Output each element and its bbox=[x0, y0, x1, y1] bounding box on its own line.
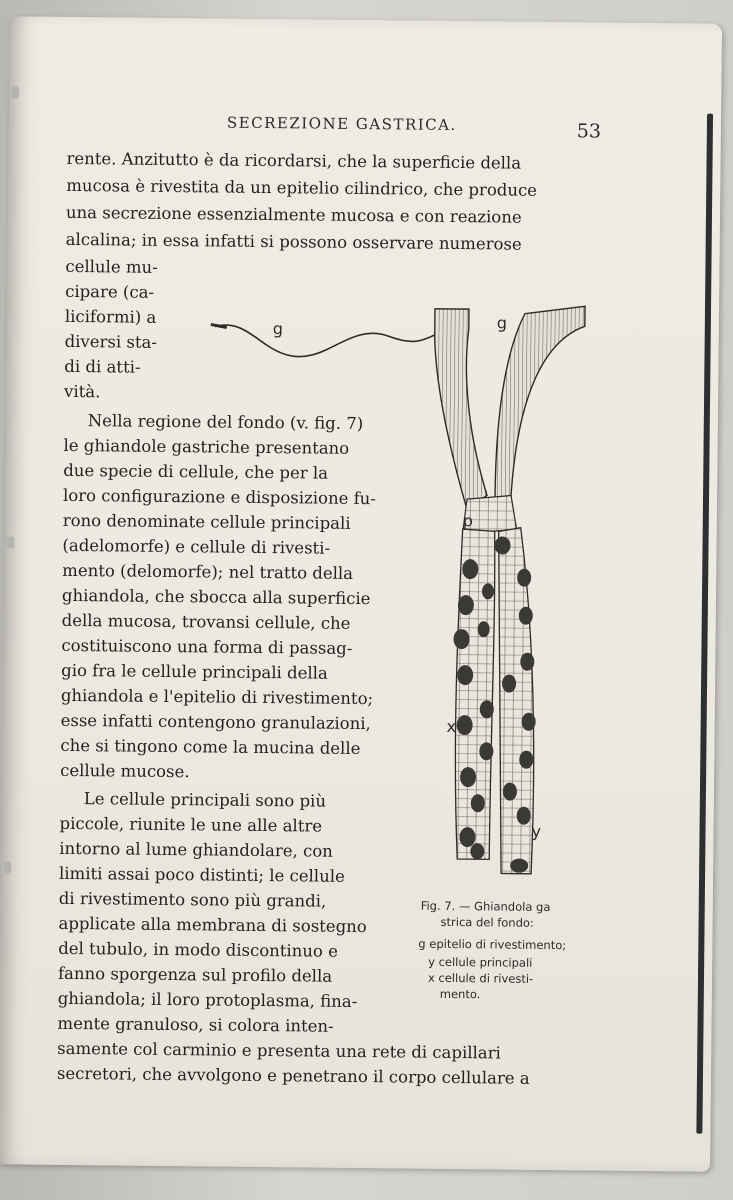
text-line: fanno sporgenza sul profilo della bbox=[57, 963, 333, 986]
label-p: p bbox=[462, 511, 474, 531]
text-line: applicate alla membrana di sostegno bbox=[58, 913, 367, 937]
text-line: (adelomorfe) e cellule di rivesti- bbox=[62, 535, 331, 558]
gastric-gland-drawing bbox=[201, 296, 597, 890]
book-cover-edge bbox=[696, 114, 713, 1134]
text-line: samente col carminio e presenta una rete di capillari bbox=[57, 1038, 501, 1063]
text-line: rono denominate cellule principali bbox=[62, 510, 351, 533]
text-line: mente granuloso, si colora inten- bbox=[57, 1013, 334, 1036]
connective-thread bbox=[214, 325, 438, 358]
text-line: secretori, che avvolgono e penetrano il corpo cellulare a bbox=[56, 1063, 530, 1088]
text-line: di di atti- bbox=[64, 356, 141, 377]
book-page bbox=[0, 16, 722, 1171]
text-line: mento (delomorfe); nel tratto della bbox=[62, 560, 354, 583]
text-line: vità. bbox=[64, 381, 101, 402]
running-title: SECREZIONE GASTRICA. bbox=[226, 113, 457, 134]
text-line: loro configurazione e disposizione fu- bbox=[62, 485, 377, 509]
label-g-right: g bbox=[496, 313, 508, 333]
label-y: y bbox=[531, 821, 542, 841]
text-line: cellule mucose. bbox=[60, 760, 190, 782]
surface-epithelium-left bbox=[433, 309, 489, 510]
label-x: x bbox=[446, 716, 457, 737]
label-g-left: g bbox=[272, 319, 284, 339]
caption-line: strica del fondo: bbox=[440, 914, 534, 930]
text-line: ghiandola e l'epitelio di rivestimento; bbox=[60, 685, 374, 709]
page-number: 53 bbox=[576, 120, 602, 143]
text-line: Le cellule principali sono più bbox=[83, 789, 327, 811]
text-line: rente. Anzitutto è da ricordarsi, che la superficie della bbox=[66, 148, 522, 173]
text-line: ghiandola; il loro protoplasma, fina- bbox=[57, 988, 358, 1011]
text-line: cipare (ca- bbox=[65, 281, 155, 302]
text-line: esse infatti contengono granulazioni, bbox=[60, 710, 371, 734]
caption-line: x cellule di rivesti- bbox=[427, 970, 534, 986]
caption-line: g epitelio di rivestimento; bbox=[418, 936, 567, 953]
binding-holes bbox=[10, 16, 722, 23]
text-line: costituiscono una forma di passag- bbox=[61, 635, 353, 658]
text-line: Nella regione del fondo (v. fig. 7) bbox=[87, 411, 364, 434]
text-line: che si tingono come la mucina delle bbox=[60, 735, 361, 759]
binding-hole bbox=[3, 861, 11, 873]
text-line: diversi sta- bbox=[64, 331, 158, 352]
text-line: intorno al lume ghiandolare, con bbox=[59, 838, 333, 861]
binding-hole bbox=[11, 86, 19, 98]
caption-line: y cellule principali bbox=[428, 954, 533, 970]
text-line: gio fra le cellule principali della bbox=[61, 660, 328, 683]
text-line: ghiandola, che sbocca alla superficie bbox=[61, 585, 371, 609]
text-line: di rivestimento sono più grandi, bbox=[58, 888, 327, 911]
surface-epithelium-right bbox=[495, 305, 585, 498]
caption-line: mento. bbox=[439, 986, 481, 1002]
text-line: due specie di cellule, che per la bbox=[63, 460, 329, 483]
text-line: del tubulo, in modo discontinuo e bbox=[58, 938, 339, 961]
text-line: piccole, riunite le une alle altre bbox=[59, 813, 323, 836]
text-line: liciformi) a bbox=[64, 306, 157, 327]
caption-line: Fig. 7. — Ghiandola ga bbox=[420, 898, 551, 915]
text-line: le ghiandole gastriche presentano bbox=[63, 435, 350, 458]
text-line: della mucosa, trovansi cellule, che bbox=[61, 610, 351, 633]
text-line: una secrezione essenzialmente mucosa e con reazione bbox=[65, 202, 522, 227]
text-line: limiti assai poco distinti; le cellule bbox=[58, 863, 345, 886]
gland-illustration bbox=[201, 296, 597, 890]
text-line: alcalina; in essa infatti si possono osservare numerose bbox=[65, 229, 522, 254]
binding-hole bbox=[6, 536, 14, 548]
text-line: cellule mu- bbox=[65, 256, 158, 277]
text-line: mucosa è rivestita da un epitelio cilindrico, che produce bbox=[66, 175, 538, 200]
